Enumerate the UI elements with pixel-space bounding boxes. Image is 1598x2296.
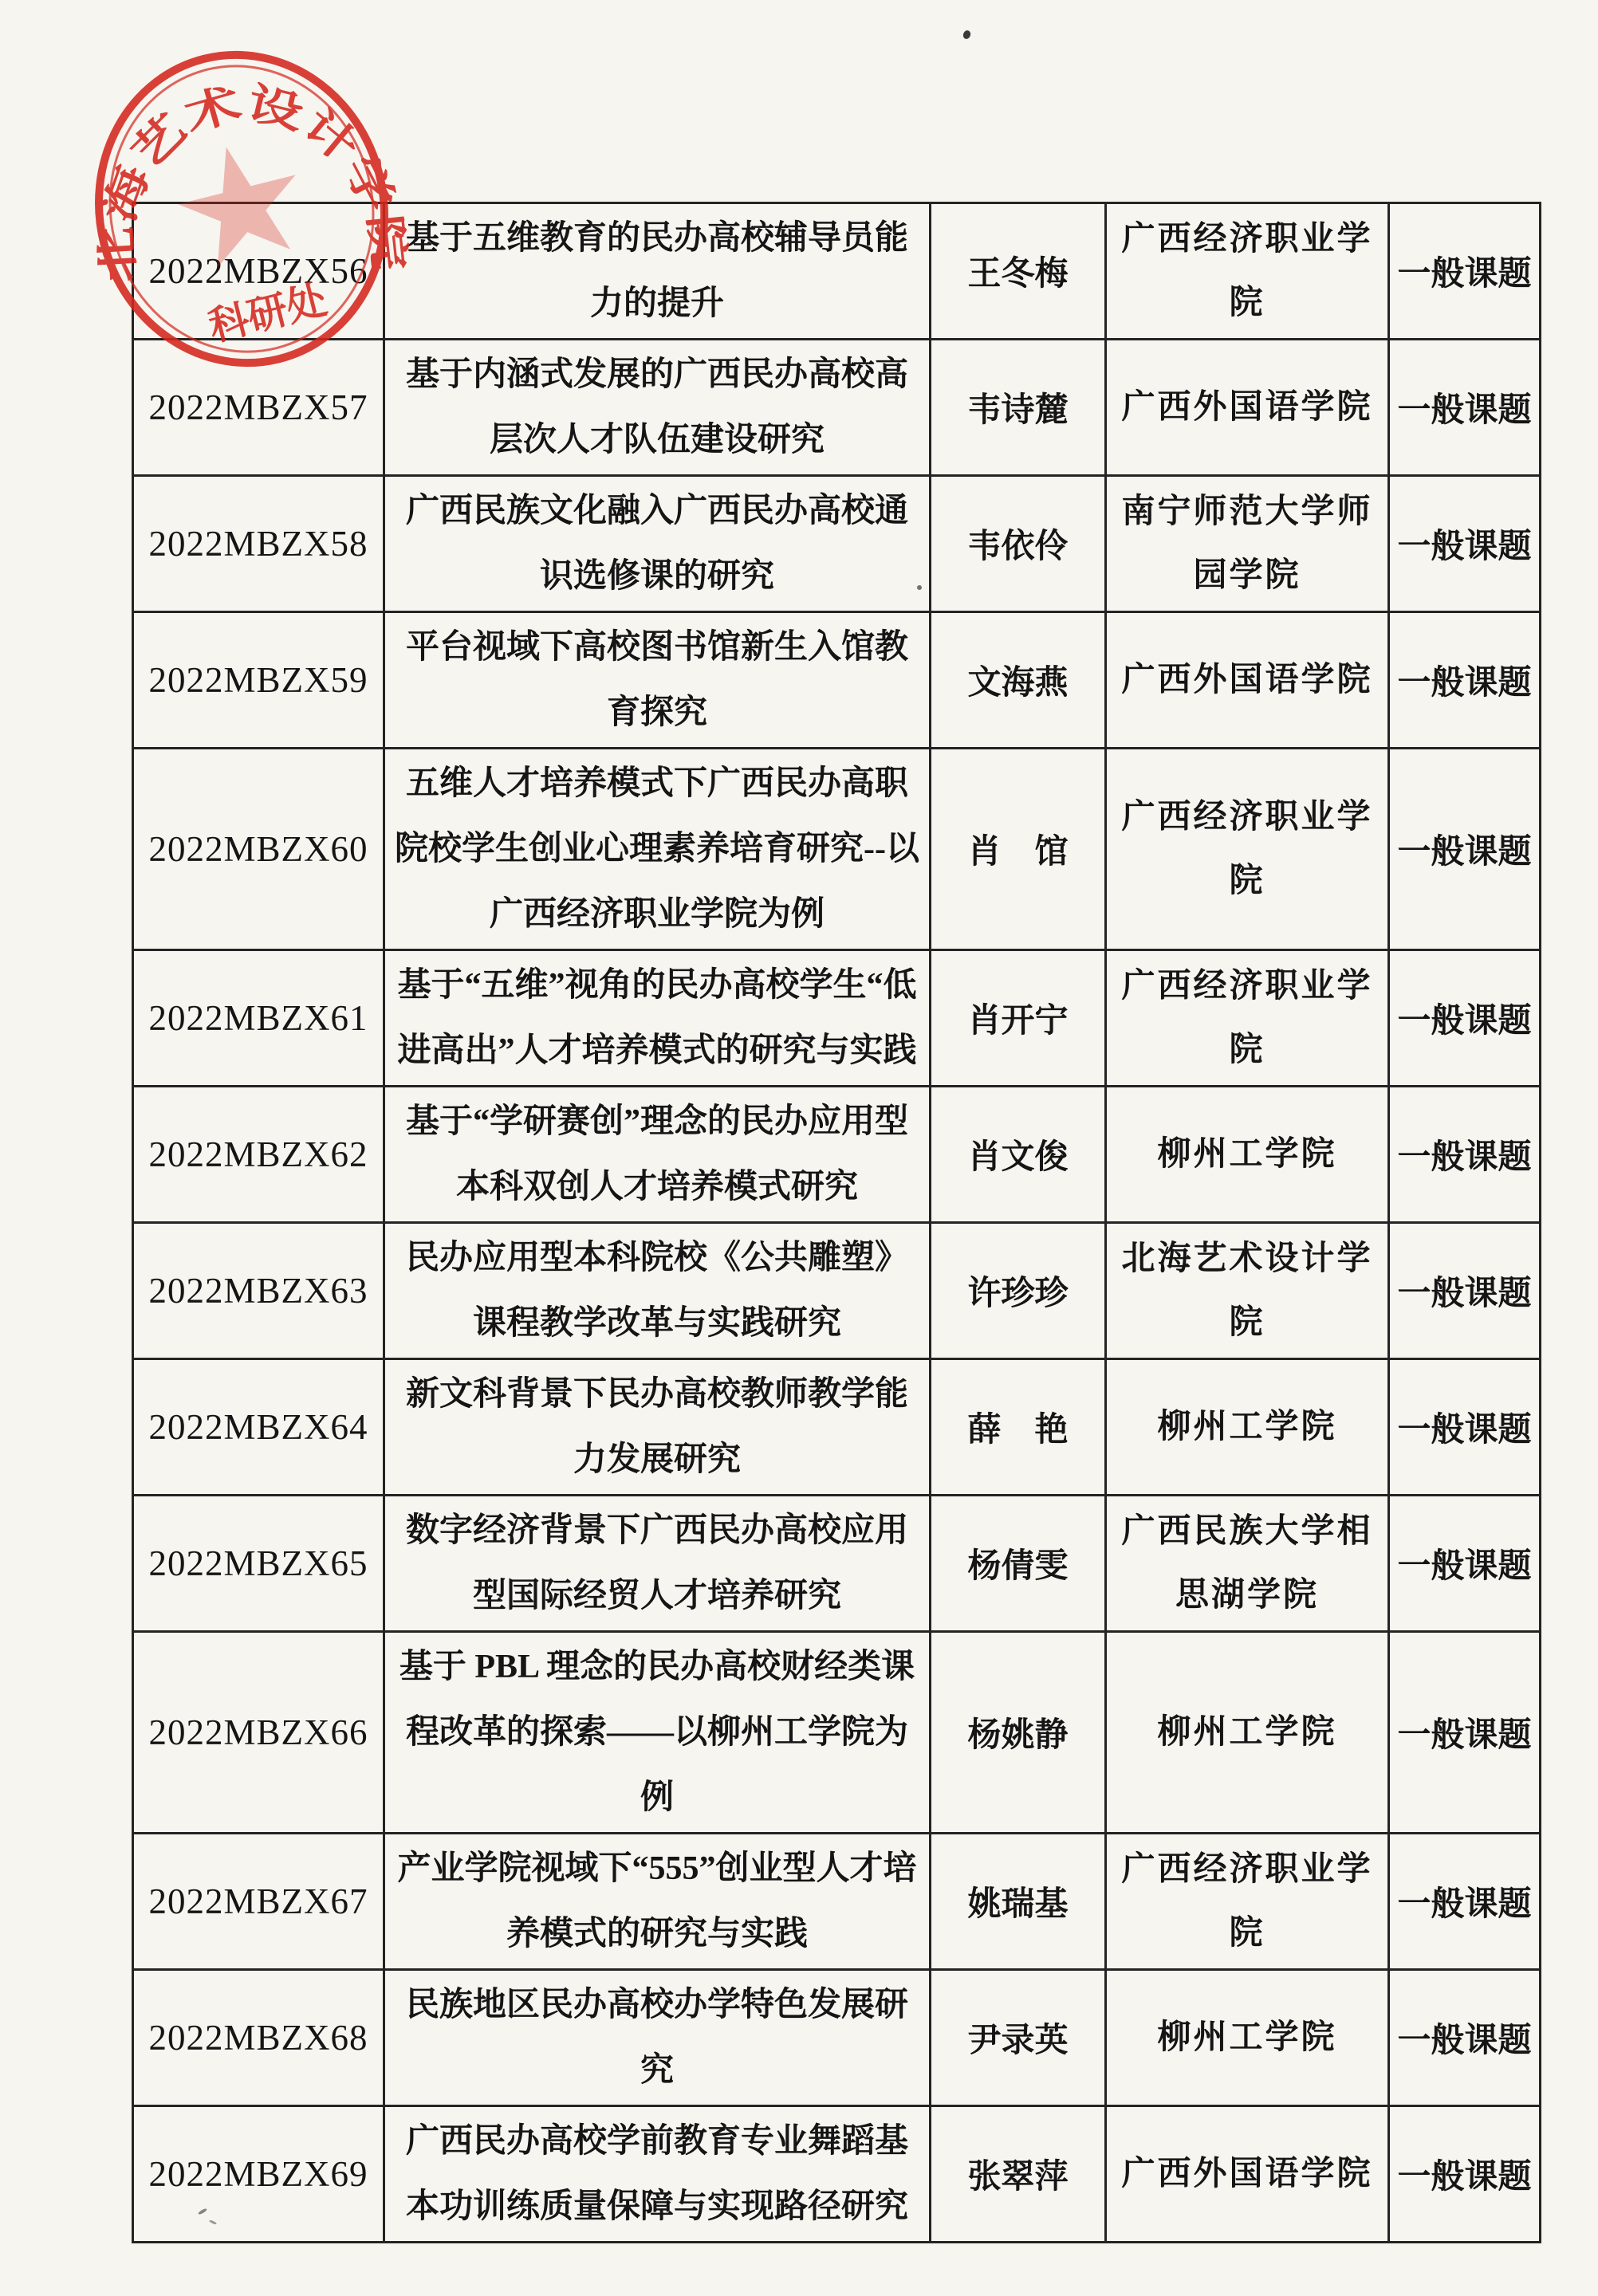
institution-cell: 广西经济职业学院: [1106, 203, 1389, 340]
project-title-cell: 基于“五维”视角的民办高校学生“低进高出”人才培养模式的研究与实践: [384, 950, 931, 1087]
leader-name-cell: 杨倩雯: [931, 1496, 1106, 1632]
stamp-arc-text: 北海艺术设计学院: [92, 78, 412, 284]
project-title-cell: 产业学院视域下“555”创业型人才培养模式的研究与实践: [384, 1834, 931, 1970]
project-title-cell: 基于 PBL 理念的民办高校财经类课程改革的探索——以柳州工学院为例: [384, 1632, 931, 1834]
institution-cell: 柳州工学院: [1106, 1359, 1389, 1496]
leader-name-cell: 肖文俊: [931, 1087, 1106, 1223]
leader-name-cell: 韦诗麓: [931, 340, 1106, 476]
institution-cell: 北海艺术设计学院: [1106, 1223, 1389, 1359]
institution-cell: 广西外国语学院: [1106, 2106, 1389, 2243]
leader-name-cell: 张翠萍: [931, 2106, 1106, 2243]
leader-name-cell: 肖开宁: [931, 950, 1106, 1087]
category-cell: 一般课题: [1389, 2106, 1541, 2243]
category-cell: 一般课题: [1389, 749, 1541, 950]
project-title-cell: 民办应用型本科院校《公共雕塑》课程教学改革与实践研究: [384, 1223, 931, 1359]
leader-name-cell: 薛 艳: [931, 1359, 1106, 1496]
project-id-cell: 2022MBZX57: [133, 340, 384, 476]
project-id-cell: 2022MBZX67: [133, 1834, 384, 1970]
institution-cell: 广西民族大学相思湖学院: [1106, 1496, 1389, 1632]
category-cell: 一般课题: [1389, 1834, 1541, 1970]
project-id-cell: 2022MBZX62: [133, 1087, 384, 1223]
project-title-cell: 五维人才培养模式下广西民办高职院校学生创业心理素养培育研究--以广西经济职业学院为例: [384, 749, 931, 950]
project-row: [133, 476, 1541, 612]
project-id-cell: 2022MBZX59: [133, 612, 384, 749]
category-cell: 一般课题: [1389, 1496, 1541, 1632]
project-id-cell: 2022MBZX58: [133, 476, 384, 612]
category-cell: 一般课题: [1389, 950, 1541, 1087]
project-id-cell: 2022MBZX63: [133, 1223, 384, 1359]
project-row: [133, 1223, 1541, 1359]
project-title-cell: 民族地区民办高校办学特色发展研究: [384, 1970, 931, 2106]
project-row: [133, 1632, 1541, 1834]
project-title-cell: 基于内涵式发展的广西民办高校高层次人才队伍建设研究: [384, 340, 931, 476]
institution-cell: 南宁师范大学师园学院: [1106, 476, 1389, 612]
project-title-cell: 基于五维教育的民办高校辅导员能力的提升: [384, 203, 931, 340]
project-row: [133, 1834, 1541, 1970]
leader-name-cell: 文海燕: [931, 612, 1106, 749]
project-id-cell: 2022MBZX69: [133, 2106, 384, 2243]
project-id-cell: 2022MBZX66: [133, 1632, 384, 1834]
project-row: [133, 203, 1541, 340]
project-row: [133, 340, 1541, 476]
project-row: [133, 1359, 1541, 1496]
institution-cell: 柳州工学院: [1106, 1087, 1389, 1223]
project-row: [133, 612, 1541, 749]
category-cell: 一般课题: [1389, 1359, 1541, 1496]
institution-cell: 广西经济职业学院: [1106, 1834, 1389, 1970]
project-title-cell: 数字经济背景下广西民办高校应用型国际经贸人才培养研究: [384, 1496, 931, 1632]
project-id-cell: 2022MBZX60: [133, 749, 384, 950]
institution-cell: 广西经济职业学院: [1106, 950, 1389, 1087]
institution-cell: 广西外国语学院: [1106, 612, 1389, 749]
category-cell: 一般课题: [1389, 1632, 1541, 1834]
category-cell: 一般课题: [1389, 612, 1541, 749]
category-cell: 一般课题: [1389, 1970, 1541, 2106]
project-id-cell: 2022MBZX56: [133, 203, 384, 340]
institution-cell: 柳州工学院: [1106, 1970, 1389, 2106]
approved-projects-table: [132, 202, 1541, 2243]
project-title-cell: 平台视域下高校图书馆新生入馆教育探究: [384, 612, 931, 749]
category-cell: 一般课题: [1389, 203, 1541, 340]
category-cell: 一般课题: [1389, 476, 1541, 612]
project-row: [133, 1970, 1541, 2106]
leader-name-cell: 韦依伶: [931, 476, 1106, 612]
project-title-cell: 新文科背景下民办高校教师教学能力发展研究: [384, 1359, 931, 1496]
category-cell: 一般课题: [1389, 1087, 1541, 1223]
project-row: [133, 950, 1541, 1087]
leader-name-cell: 尹录英: [931, 1970, 1106, 2106]
scan-speck: [917, 585, 922, 590]
project-row: [133, 1087, 1541, 1223]
project-title-cell: 广西民办高校学前教育专业舞蹈基本功训练质量保障与实现路径研究: [384, 2106, 931, 2243]
leader-name-cell: 杨姚静: [931, 1632, 1106, 1834]
project-id-cell: 2022MBZX68: [133, 1970, 384, 2106]
project-id-cell: 2022MBZX61: [133, 950, 384, 1087]
project-id-cell: 2022MBZX64: [133, 1359, 384, 1496]
leader-name-cell: 许珍珍: [931, 1223, 1106, 1359]
institution-cell: 柳州工学院: [1106, 1632, 1389, 1834]
leader-name-cell: 王冬梅: [931, 203, 1106, 340]
project-id-cell: 2022MBZX65: [133, 1496, 384, 1632]
leader-name-cell: 姚瑞基: [931, 1834, 1106, 1970]
project-row: [133, 1496, 1541, 1632]
project-title-cell: 广西民族文化融入广西民办高校通识选修课的研究: [384, 476, 931, 612]
project-row: [133, 2106, 1541, 2243]
scan-speck: [962, 29, 971, 40]
project-row: [133, 749, 1541, 950]
leader-name-cell: 肖 馆: [931, 749, 1106, 950]
stamp-office-text: 科研处: [204, 277, 332, 350]
category-cell: 一般课题: [1389, 1223, 1541, 1359]
category-cell: 一般课题: [1389, 340, 1541, 476]
institution-cell: 广西外国语学院: [1106, 340, 1389, 476]
institution-cell: 广西经济职业学院: [1106, 749, 1389, 950]
project-title-cell: 基于“学研赛创”理念的民办应用型本科双创人才培养模式研究: [384, 1087, 931, 1223]
